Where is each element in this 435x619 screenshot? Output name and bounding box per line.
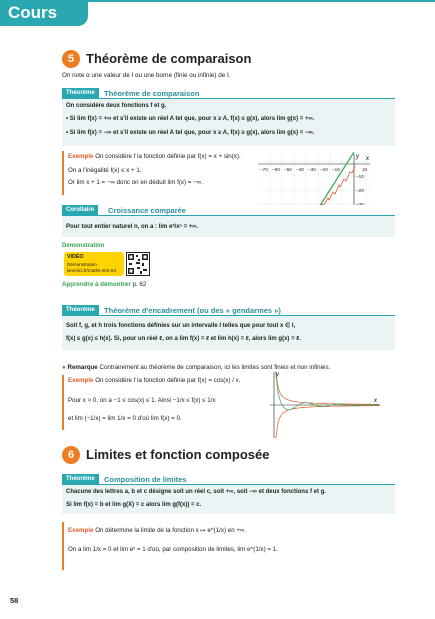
- section-title: Limites et fonction composée: [86, 447, 270, 462]
- theorem-title: Théorème de comparaison: [104, 89, 200, 98]
- remark-text: Contrairement au théorème de comparaison, ici les limites sont finies et non infinies.: [99, 364, 331, 371]
- tick-label: −10: [356, 174, 364, 179]
- theorem-line: • Si lim f(x) = −∞ et s'il existe un réel A tel que, pour x ≥ A, f(x) ≥ g(x), alors lim g(x) = −∞.: [66, 130, 315, 136]
- learn-label: Apprendre à démontrer: [62, 281, 131, 288]
- demonstration-label: Démonstration: [62, 243, 105, 249]
- example-label: Exemple: [68, 377, 94, 384]
- tick-label: 10: [362, 167, 368, 172]
- theorem-tag: Théorème: [62, 474, 99, 485]
- tick-label: −70: [260, 167, 268, 172]
- example-text: On a l'inégalité f(x) ≤ x + 1.: [68, 167, 142, 174]
- remark-label: Remarque: [67, 364, 98, 371]
- example-text: Pour x > 0, on a −1 ≤ cos(x) ≤ 1. Ainsi −1/x ≤ f(x) ≤ 1/x: [68, 397, 216, 404]
- corollary-title: Croissance comparée: [108, 206, 186, 215]
- example-text: On considère f la fonction définie par f(x) = cos(x) / x.: [95, 377, 241, 384]
- header-rule: [88, 0, 435, 2]
- example-label: Exemple: [68, 527, 94, 534]
- axis-label: y: [356, 154, 359, 160]
- theorem-line: Chacune des lettres a, b et c désigne soit un réel c, soit +∞, soit −∞ et deux fonctions f et g.: [66, 489, 326, 495]
- example-block: [62, 522, 395, 570]
- theorem-box: [62, 305, 395, 350]
- lower-bound-curve: [275, 406, 379, 438]
- theorem-line: Si lim f(x) = b et lim g(X) = c alors lim g(f(x)) = c.: [66, 502, 202, 508]
- tick-label: −20: [320, 167, 328, 172]
- tick-label: −30: [308, 167, 316, 172]
- tick-label: −60: [272, 167, 280, 172]
- tick-label: −50: [284, 167, 292, 172]
- theorem-tag: Théorème: [62, 305, 99, 316]
- theorem-title: Composition de limites: [104, 475, 187, 484]
- tick-label: −20: [356, 188, 364, 193]
- theorem-line: f(x) ≤ g(x) ≤ h(x). Si, pour un réel ℓ, on a lim f(x) = ℓ et lim h(x) = ℓ, alors lim g(x) = ℓ.: [66, 336, 301, 342]
- theorem-line: Soit f, g, et h trois fonctions définies sur un intervalle I telles que pour tout x ∈ I,: [66, 323, 296, 329]
- example-text: et lim (−1/x) = lim 1/x = 0 d'où lim f(x) = 0.: [68, 415, 182, 422]
- axis-label: y: [276, 372, 279, 378]
- section-title: Théorème de comparaison: [86, 51, 252, 66]
- axis-label: x: [374, 398, 377, 404]
- theorem-tag: Théorème: [62, 88, 99, 99]
- squeeze-graph: [270, 370, 382, 440]
- learn-link[interactable]: [62, 281, 146, 288]
- example-text: On détermine la limite de la fonction x ↦ e^(1/x) en +∞.: [95, 527, 247, 534]
- example-text: Or lim x + 1 = −∞ donc on en déduit lim f(x) = −∞.: [68, 179, 203, 186]
- banner-title: Cours: [8, 3, 58, 22]
- example-label: Exemple: [68, 153, 94, 160]
- upper-bound-curve: [275, 372, 379, 404]
- corollary-box: [62, 205, 395, 237]
- line-y-x-plus-1: [316, 152, 354, 212]
- video-tag: VIDÉO: [67, 254, 84, 260]
- axis-label: x: [366, 156, 369, 162]
- comparison-graph: [258, 152, 372, 212]
- section-intro: On note α une valeur de I ou une borne (finie ou infinie) de I.: [62, 72, 231, 79]
- video-text: Démonstration: [67, 262, 97, 267]
- corollary-tag: Corollaire: [62, 205, 98, 216]
- example-text: On considère f la fonction définie par f(x) = x + sin(x).: [95, 153, 241, 160]
- theorem-box: [62, 474, 395, 514]
- remark-icon: ●: [62, 364, 66, 371]
- theorem-line: On considère deux fonctions f et g.: [66, 103, 167, 109]
- learn-page: p. 62: [132, 281, 147, 288]
- theorem-title: Théorème d'encadrement (ou des « gendarmes »): [104, 306, 281, 315]
- corollary-line: Pour tout entier naturel n, on a : lim eˣ/xⁿ = +∞.: [66, 224, 199, 230]
- section-number: 5: [62, 50, 80, 68]
- section-number: 6: [62, 446, 80, 464]
- qr-code: [126, 252, 150, 276]
- example-block: [62, 375, 262, 430]
- theorem-line: • Si lim f(x) = +∞ et s'il existe un réel A tel que, pour x ≥ A, f(x) ≤ g(x), alors lim g(x) = +∞.: [66, 116, 315, 122]
- section-banner: [0, 0, 88, 26]
- video-url: lienmini.fr/maths-s02-04: [67, 268, 117, 273]
- page-number: 58: [10, 596, 19, 605]
- tick-label: −40: [296, 167, 304, 172]
- video-link[interactable]: [64, 252, 124, 276]
- example-text: On a lim 1/x = 0 et lim eˣ = 1 d'où, par composition de limites, lim e^(1/x) = 1.: [68, 546, 278, 553]
- tick-label: −10: [332, 167, 340, 172]
- theorem-box: [62, 88, 395, 146]
